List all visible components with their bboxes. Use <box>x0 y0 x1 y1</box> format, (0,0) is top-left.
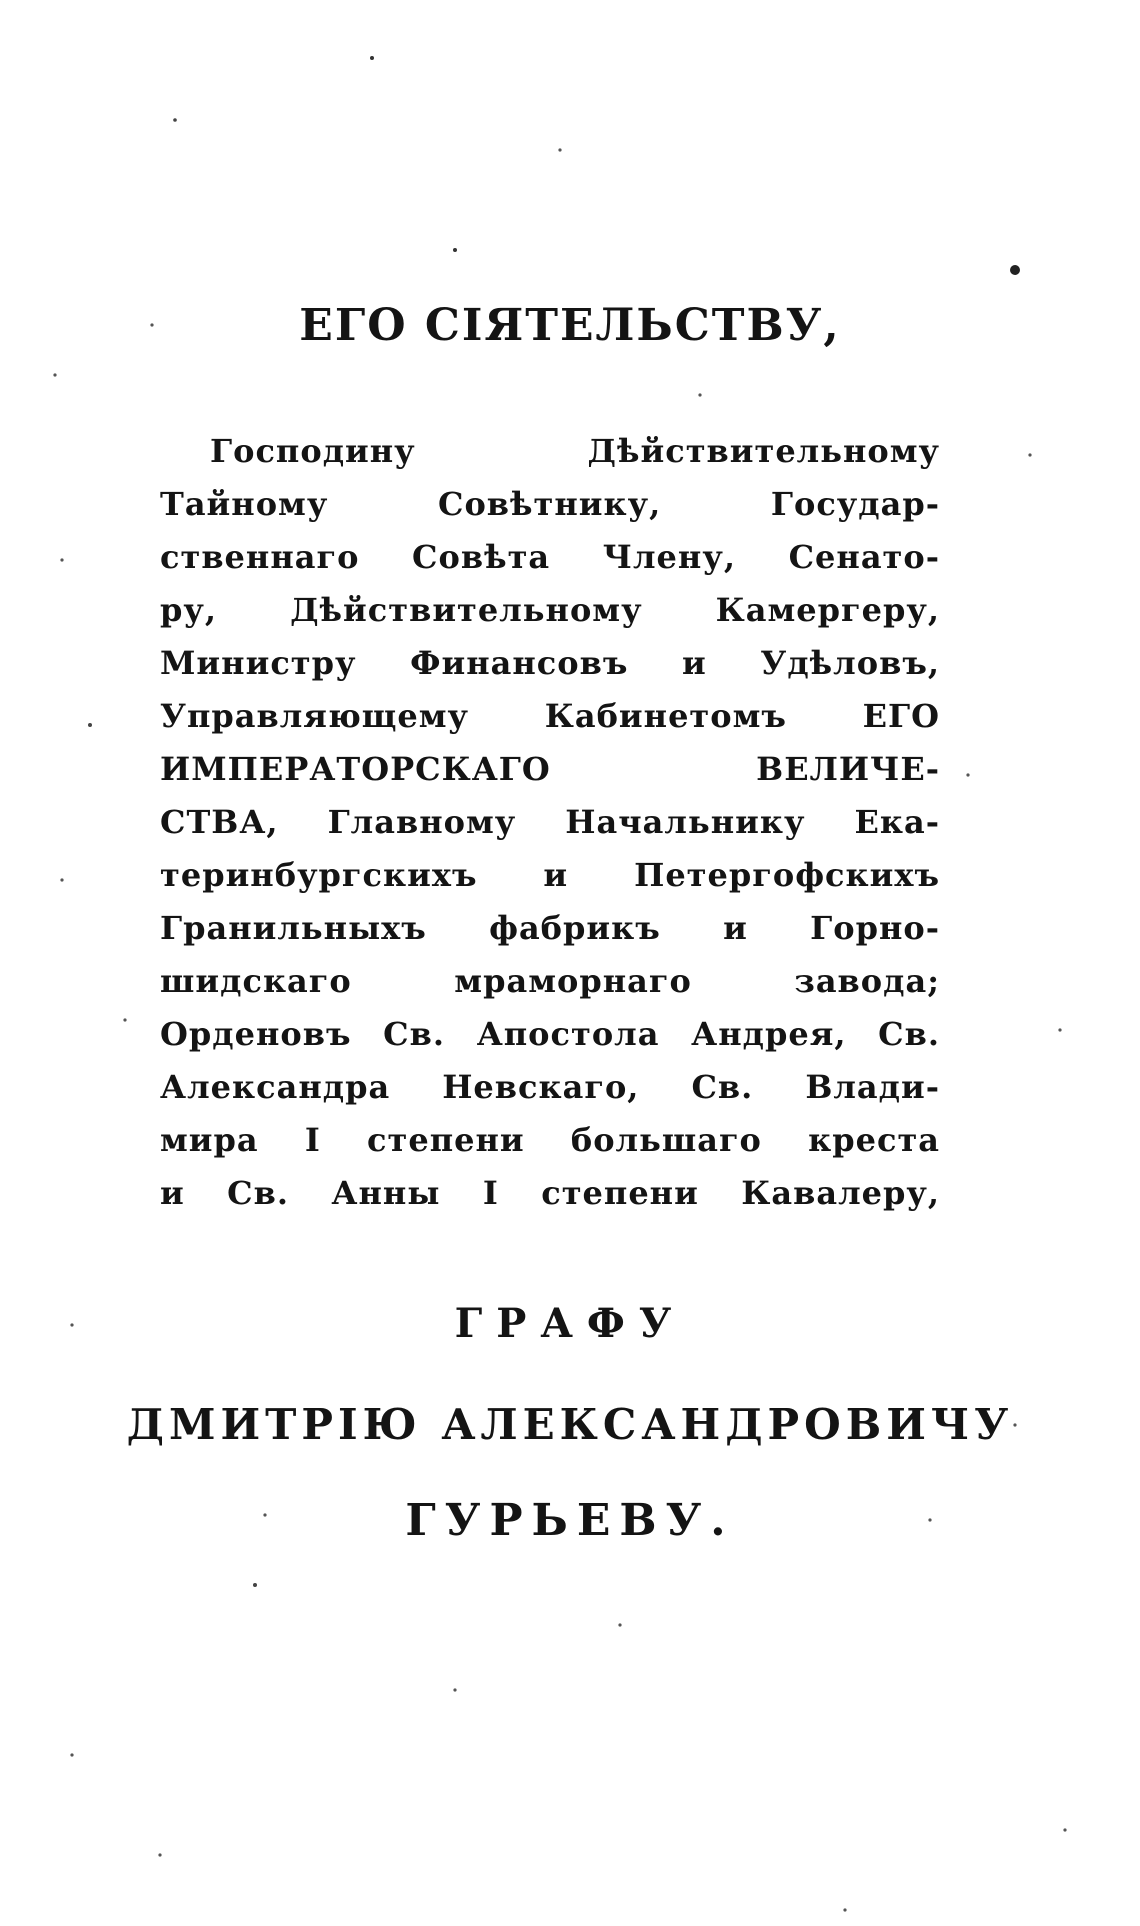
text-line: Орденовъ Св. Апостола Андрея, Св. <box>160 1015 940 1053</box>
text-line: Тайному Совѣтнику, Государ- <box>160 485 940 523</box>
text-line: и Св. Анны I степени Кавалеру, <box>160 1174 940 1212</box>
text-line: ИМПЕРАТОРСКАГО ВЕЛИЧЕ- <box>160 750 940 788</box>
text-line: Управляющему Кабинетомъ ЕГО <box>160 697 940 735</box>
text-line: СТВА, Главному Начальнику Ека- <box>160 803 940 841</box>
text-line: Министру Финансовъ и Удѣловъ, <box>160 644 940 682</box>
text-line: Гранильныхъ фабрикъ и Горно- <box>160 909 940 947</box>
text-line: ственнаго Совѣта Члену, Сенато- <box>160 538 940 576</box>
recipient-name: ДМИТРІЮ АЛЕКСАНДРОВИЧУ <box>126 1400 1014 1449</box>
dedication-heading: ЕГО СІЯТЕЛЬСТВУ, <box>299 300 841 351</box>
title-grafu: ГРАФУ <box>454 1300 686 1347</box>
text-line: ру, Дѣйствительному Камергеру, <box>160 591 940 629</box>
dedication-titles-paragraph <box>160 425 940 1220</box>
text-line: теринбургскихъ и Петергофскихъ <box>160 856 940 894</box>
recipient-surname: ГУРЬЕВУ. <box>405 1495 735 1546</box>
text-line: шидскаго мраморнаго завода; <box>160 962 940 1000</box>
text-line: мира I степени большаго креста <box>160 1121 940 1159</box>
text-line: Александра Невскаго, Св. Влади- <box>160 1068 940 1106</box>
text-line: Господину Дѣйствительному <box>210 432 940 470</box>
